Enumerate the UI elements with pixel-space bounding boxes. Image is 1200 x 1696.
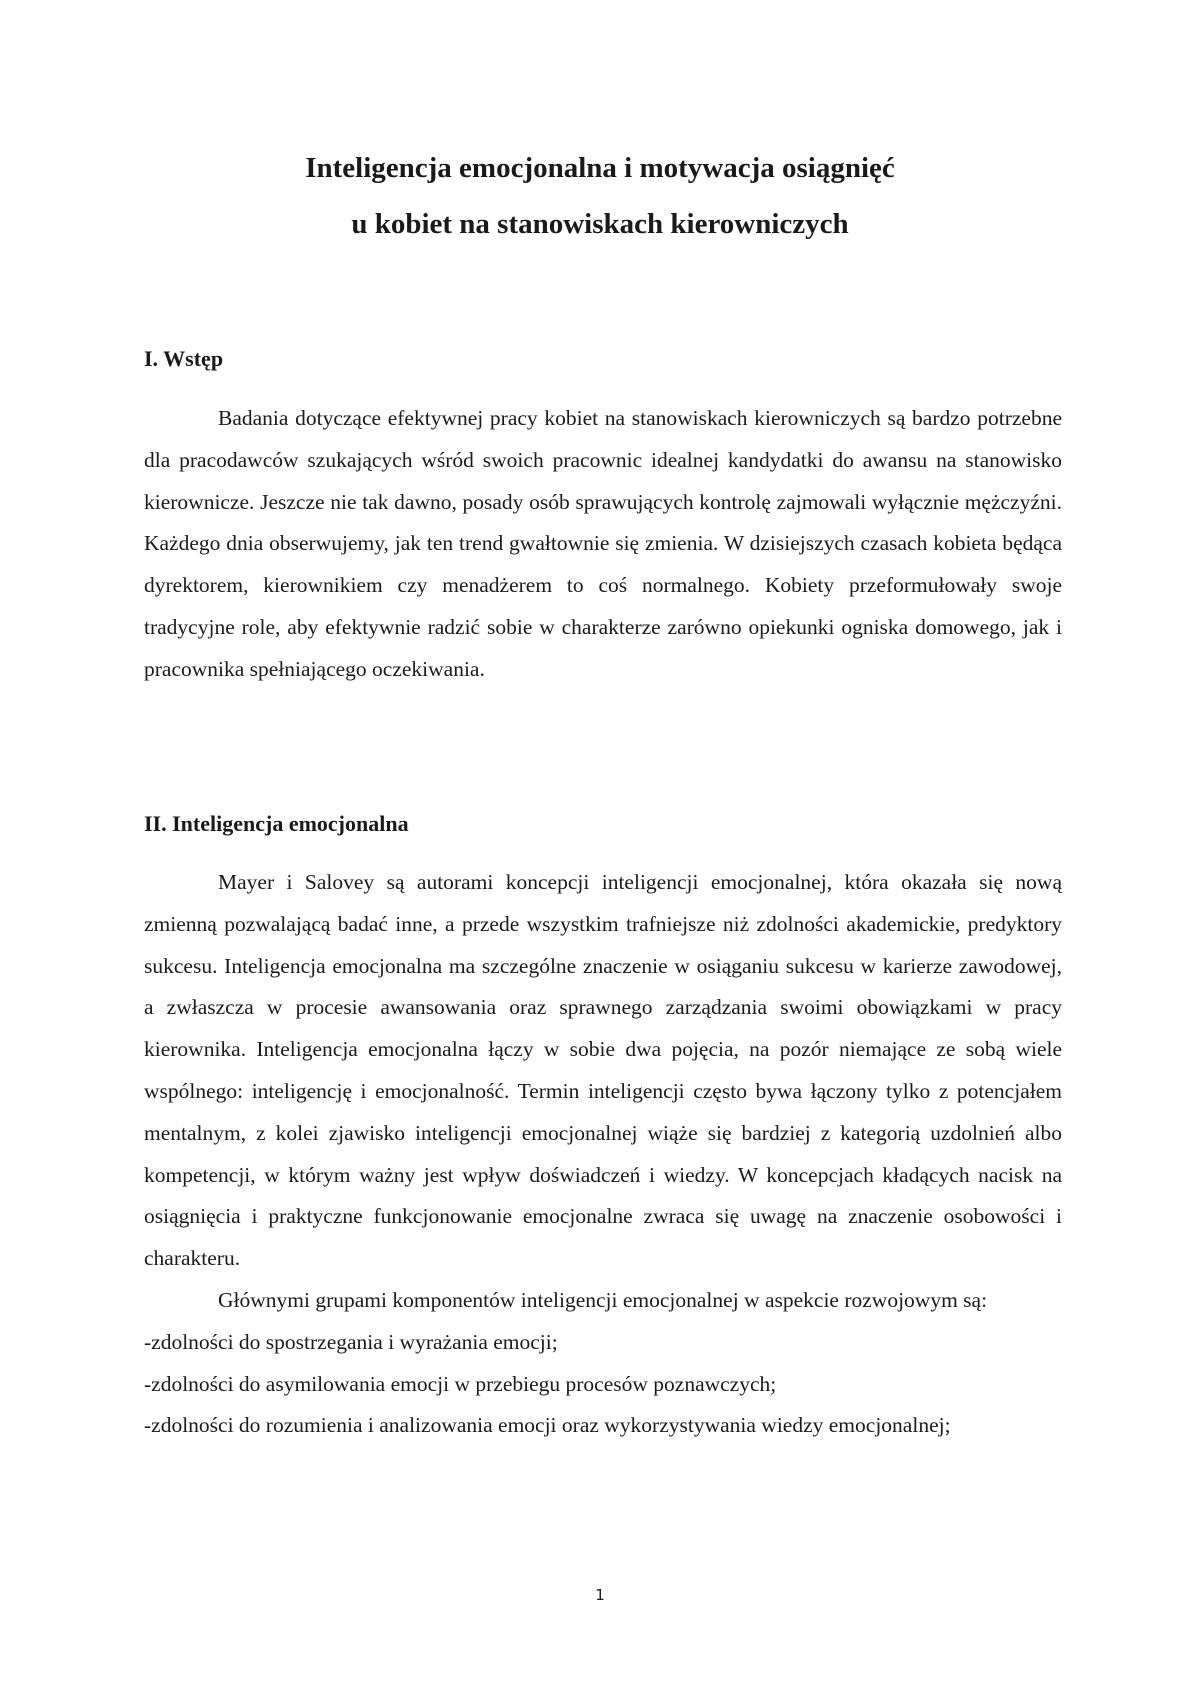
title-line-1: Inteligencja emocjonalna i motywacja osiągnięć — [305, 152, 895, 184]
list-item: -zdolności do rozumienia i analizowania emocji oraz wykorzystywania wiedzy emocjonalnej; — [144, 1413, 951, 1438]
paragraph: Głównymi grupami komponentów inteligencji emocjonalnej w aspekcie rozwojowym są: — [218, 1287, 988, 1312]
paragraph: Badania dotyczące efektywnej pracy kobiet na stanowiskach kierowniczych są bardzo potrzebne dla pracodawców szukających wśród swoich pracownic idealnej kandydatki do awansu na stanowisko kierownicze. Jeszcze nie tak dawno, posady osób sprawujących kontrolę zajmowali wyłącznie mężczyźni. Każdego dnia obserwujemy, jak ten trend gwałtownie się zmienia. W dzisiejszych czasach kobieta będąca dyrektorem, kierownikiem czy menadżerem to coś normalnego. Kobiety przeformułowały swoje tradycyjne role, aby efektywnie radzić sobie w charakterze zarówno opiekunki ogniska domowego, jak i pracownika spełniającego oczekiwania. — [144, 406, 1062, 681]
document-title — [0, 140, 1200, 252]
title-line-2: u kobiet na stanowiskach kierowniczych — [351, 208, 849, 240]
section-body-intro — [144, 398, 1062, 691]
page-number: 1 — [595, 1586, 605, 1604]
list-item: -zdolności do spostrzegania i wyrażania emocji; — [144, 1329, 558, 1354]
paragraph: Mayer i Salovey są autorami koncepcji inteligencji emocjonalnej, która okazała się nową zmienną pozwalającą badać inne, a przede wszystkim trafniejsze niż zdolności akademickie, predyktory sukcesu. Inteligencja emocjonalna ma szczególne znaczenie w osiąganiu sukcesu w karierze zawodowej, a zwłaszcza w procesie awansowania oraz sprawnego zarządzania swoimi obowiązkami w pracy kierownika. Inteligencja emocjonalna łączy w sobie dwa pojęcia, na pozór niemające ze sobą wiele wspólnego: inteligencję i emocjonalność. Termin inteligencji często bywa łączony tylko z potencjałem mentalnym, z kolei zjawisko inteligencji emocjonalnej wiąże się bardziej z kategorią uzdolnień albo kompetencji, w którym ważny jest wpływ doświadczeń i wiedzy. W koncepcjach kładących nacisk na osiągnięcia i praktyczne funkcjonowanie emocjonalne zwraca się uwagę na znaczenie osobowości i charakteru. — [144, 870, 1062, 1271]
list-item: -zdolności do asymilowania emocji w przebiegu procesów poznawczych; — [144, 1371, 777, 1396]
section-heading-intro: I. Wstęp — [144, 346, 224, 371]
section-heading-emotional-intelligence: II. Inteligencja emocjonalna — [144, 811, 409, 836]
section-body-emotional-intelligence — [144, 862, 1062, 1447]
